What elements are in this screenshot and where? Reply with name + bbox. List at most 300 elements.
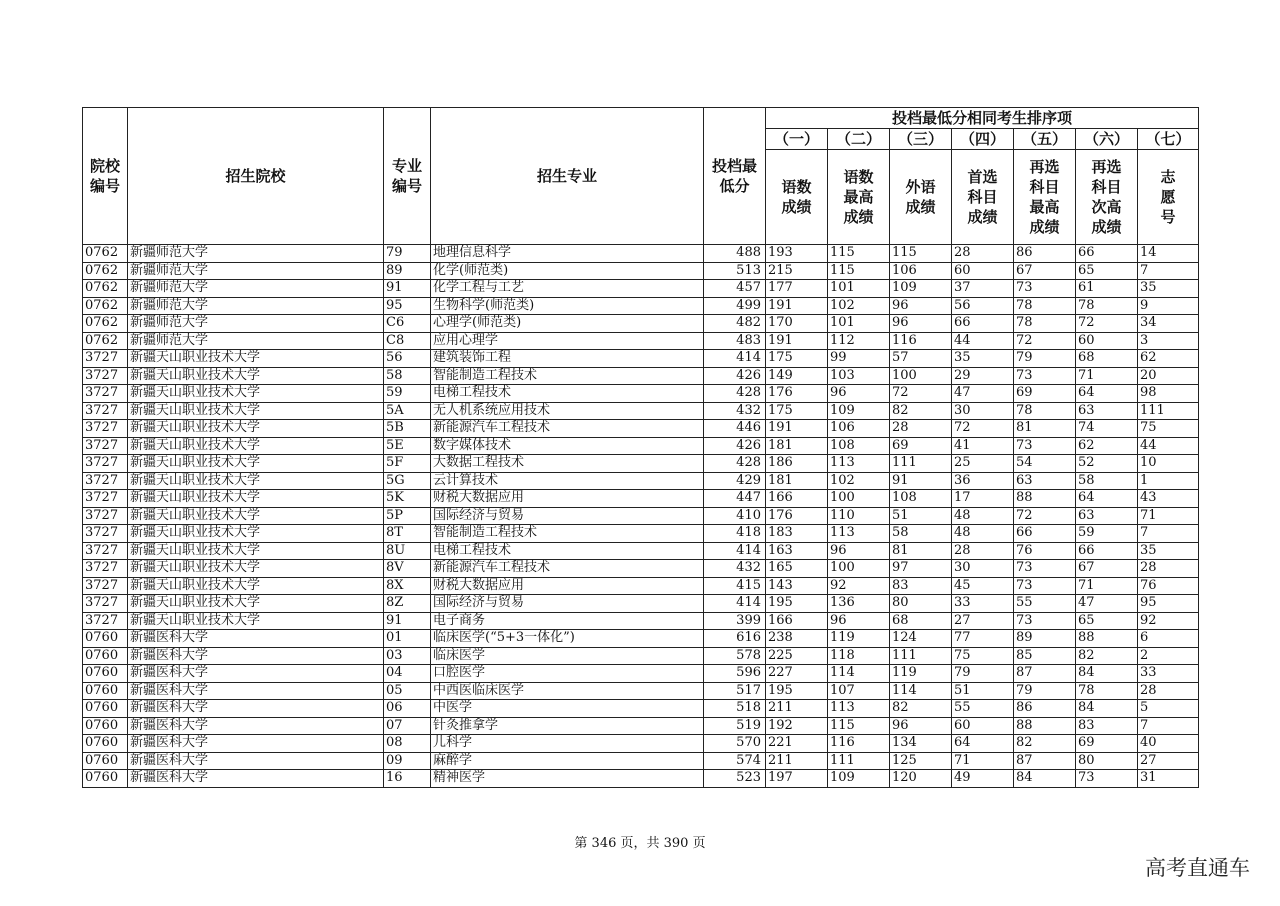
table-cell: 新疆天山职业技术大学 [128,385,384,403]
table-cell: 80 [1076,752,1138,770]
table-cell: 112 [828,332,890,350]
table-cell: 79 [952,665,1014,683]
table-cell: 125 [890,752,952,770]
table-cell: 100 [828,490,890,508]
table-cell: 67 [1014,262,1076,280]
admission-score-table [82,107,1199,788]
table-cell: 60 [952,717,1014,735]
table-cell: 新疆天山职业技术大学 [128,367,384,385]
table-cell: 84 [1014,770,1076,788]
table-cell: 新疆医科大学 [128,735,384,753]
table-cell: 7 [1138,717,1199,735]
watermark-text: 高考直通车 [1145,856,1250,880]
table-cell: 55 [952,700,1014,718]
table-cell: 113 [828,525,890,543]
table-cell: 523 [704,770,766,788]
table-row [83,315,1199,333]
table-row [83,455,1199,473]
header-tie-num-1: （一） [766,129,828,150]
table-cell: 96 [828,385,890,403]
table-cell: 71 [952,752,1014,770]
table-cell: 17 [952,490,1014,508]
table-cell: 0762 [83,280,128,298]
table-cell: 66 [952,315,1014,333]
table-cell: 28 [1138,560,1199,578]
table-cell: 2 [1138,647,1199,665]
table-cell: 0762 [83,245,128,263]
table-cell: 82 [1014,735,1076,753]
table-cell: 3727 [83,560,128,578]
table-cell: 66 [1014,525,1076,543]
table-cell: 426 [704,367,766,385]
table-cell: 113 [828,455,890,473]
table-cell: 176 [766,385,828,403]
table-cell: 72 [890,385,952,403]
table-cell: 578 [704,647,766,665]
header-tie-num-3: （三） [890,129,952,150]
table-cell: 28 [952,245,1014,263]
table-cell: 73 [1014,280,1076,298]
table-cell: 113 [828,700,890,718]
table-cell: C6 [384,315,431,333]
table-cell: 78 [1014,315,1076,333]
table-row [83,297,1199,315]
table-cell: 193 [766,245,828,263]
table-cell: 新疆医科大学 [128,700,384,718]
table-cell: 35 [952,350,1014,368]
header-tie-num-2: （二） [828,129,890,150]
table-cell: 616 [704,630,766,648]
table-cell: 数字媒体技术 [431,437,704,455]
table-cell: 5B [384,420,431,438]
table-cell: 应用心理学 [431,332,704,350]
table-cell: 570 [704,735,766,753]
table-cell: 6 [1138,630,1199,648]
table-cell: 3727 [83,472,128,490]
table-cell: 电子商务 [431,612,704,630]
table-cell: 新疆天山职业技术大学 [128,612,384,630]
table-cell: 新疆医科大学 [128,717,384,735]
table-cell: 106 [828,420,890,438]
table-cell: 01 [384,630,431,648]
table-cell: 8Z [384,595,431,613]
table-cell: 新疆天山职业技术大学 [128,490,384,508]
table-cell: 45 [952,577,1014,595]
table-cell: 地理信息科学 [431,245,704,263]
table-cell: 64 [952,735,1014,753]
table-cell: 60 [952,262,1014,280]
table-cell: 3 [1138,332,1199,350]
table-cell: 149 [766,367,828,385]
table-cell: 78 [1076,682,1138,700]
table-cell: 3727 [83,437,128,455]
table-cell: 3727 [83,612,128,630]
table-cell: 3727 [83,385,128,403]
table-cell: 37 [952,280,1014,298]
table-cell: 102 [828,297,890,315]
table-row [83,472,1199,490]
table-cell: 新疆师范大学 [128,280,384,298]
table-cell: 136 [828,595,890,613]
table-cell: 119 [890,665,952,683]
table-cell: 82 [890,700,952,718]
table-cell: 5 [1138,700,1199,718]
table-cell: 5A [384,402,431,420]
header-tie-title: 投档最低分相同考生排序项 [766,108,1199,129]
table-cell: 124 [890,630,952,648]
table-cell: 36 [952,472,1014,490]
table-cell: 72 [1014,332,1076,350]
table-cell: 0762 [83,315,128,333]
table-row [83,507,1199,525]
table-cell: 0760 [83,717,128,735]
table-cell: 56 [952,297,1014,315]
table-cell: 0760 [83,735,128,753]
table-cell: 519 [704,717,766,735]
table-cell: 119 [828,630,890,648]
table-cell: 3727 [83,367,128,385]
table-cell: 78 [1076,297,1138,315]
table-cell: 79 [384,245,431,263]
table-cell: 麻醉学 [431,752,704,770]
table-cell: 电梯工程技术 [431,542,704,560]
table-cell: 166 [766,490,828,508]
table-cell: 399 [704,612,766,630]
table-cell: 5K [384,490,431,508]
table-cell: 5F [384,455,431,473]
header-school-name: 招生院校 [128,108,384,245]
table-row [83,665,1199,683]
table-cell: 483 [704,332,766,350]
table-cell: 新疆天山职业技术大学 [128,350,384,368]
table-cell: 82 [1076,647,1138,665]
table-cell: 新疆天山职业技术大学 [128,525,384,543]
table-cell: 66 [1076,245,1138,263]
header-tie-label-5: 再选科目最高成绩 [1014,150,1076,245]
table-cell: 71 [1076,577,1138,595]
table-row [83,612,1199,630]
table-cell: 04 [384,665,431,683]
table-cell: 428 [704,385,766,403]
table-cell: 08 [384,735,431,753]
table-row [83,367,1199,385]
table-cell: 新疆天山职业技术大学 [128,455,384,473]
table-cell: 口腔医学 [431,665,704,683]
table-cell: 9 [1138,297,1199,315]
table-cell: 215 [766,262,828,280]
table-cell: 国际经济与贸易 [431,507,704,525]
table-cell: 488 [704,245,766,263]
table-cell: 30 [952,560,1014,578]
table-cell: 3727 [83,490,128,508]
header-major-code: 专业编号 [384,108,431,245]
table-cell: 29 [952,367,1014,385]
table-cell: 225 [766,647,828,665]
table-cell: 78 [1014,402,1076,420]
table-cell: 中医学 [431,700,704,718]
table-cell: 8T [384,525,431,543]
table-cell: 临床医学(“5+3一体化”) [431,630,704,648]
table-cell: 211 [766,752,828,770]
table-cell: 0760 [83,630,128,648]
table-cell: 111 [828,752,890,770]
table-cell: 10 [1138,455,1199,473]
table-header [83,108,1199,245]
table-cell: 71 [1076,367,1138,385]
table-cell: 74 [1076,420,1138,438]
table-cell: 无人机系统应用技术 [431,402,704,420]
table-cell: 72 [952,420,1014,438]
table-cell: 111 [890,455,952,473]
table-row [83,385,1199,403]
table-row [83,630,1199,648]
table-row [83,577,1199,595]
table-cell: 499 [704,297,766,315]
table-cell: 73 [1076,770,1138,788]
table-cell: 428 [704,455,766,473]
header-school-code: 院校编号 [83,108,128,245]
table-cell: 云计算技术 [431,472,704,490]
table-cell: 51 [952,682,1014,700]
table-cell: 418 [704,525,766,543]
table-cell: 175 [766,402,828,420]
table-cell: 86 [1014,245,1076,263]
table-row [83,717,1199,735]
table-cell: 62 [1138,350,1199,368]
table-cell: 34 [1138,315,1199,333]
table-cell: 75 [952,647,1014,665]
table-cell: 100 [890,367,952,385]
table-cell: 432 [704,402,766,420]
table-cell: 33 [1138,665,1199,683]
table-cell: 191 [766,332,828,350]
table-cell: 新疆天山职业技术大学 [128,595,384,613]
table-cell: 新疆师范大学 [128,332,384,350]
table-cell: 电梯工程技术 [431,385,704,403]
table-row [83,595,1199,613]
table-cell: 513 [704,262,766,280]
table-cell: 81 [1014,420,1076,438]
table-cell: 43 [1138,490,1199,508]
table-row [83,350,1199,368]
table-row [83,647,1199,665]
table-cell: 8U [384,542,431,560]
table-cell: 176 [766,507,828,525]
table-cell: 8X [384,577,431,595]
table-cell: 414 [704,595,766,613]
table-cell: 221 [766,735,828,753]
table-cell: 3727 [83,577,128,595]
table-body [83,245,1199,788]
table-cell: 96 [890,297,952,315]
table-cell: 106 [890,262,952,280]
table-cell: 生物科学(师范类) [431,297,704,315]
table-cell: 31 [1138,770,1199,788]
table-cell: 410 [704,507,766,525]
table-cell: 111 [1138,402,1199,420]
table-cell: 77 [952,630,1014,648]
table-cell: 426 [704,437,766,455]
table-cell: 96 [828,542,890,560]
table-cell: 414 [704,542,766,560]
table-cell: 517 [704,682,766,700]
table-cell: 儿科学 [431,735,704,753]
table-cell: 170 [766,315,828,333]
table-cell: 52 [1076,455,1138,473]
header-tie-label-2: 语数最高成绩 [828,150,890,245]
table-cell: 建筑装饰工程 [431,350,704,368]
table-cell: C8 [384,332,431,350]
table-cell: 92 [1138,612,1199,630]
table-row [83,332,1199,350]
table-cell: 197 [766,770,828,788]
table-cell: 44 [1138,437,1199,455]
table-cell: 115 [828,717,890,735]
table-cell: 新疆天山职业技术大学 [128,507,384,525]
table-cell: 115 [890,245,952,263]
table-cell: 175 [766,350,828,368]
table-row [83,542,1199,560]
table-cell: 64 [1076,385,1138,403]
table-cell: 518 [704,700,766,718]
header-tie-label-6: 再选科目次高成绩 [1076,150,1138,245]
table-cell: 109 [828,402,890,420]
table-row [83,437,1199,455]
table-row [83,402,1199,420]
table-cell: 智能制造工程技术 [431,525,704,543]
table-cell: 30 [952,402,1014,420]
table-cell: 60 [1076,332,1138,350]
table-cell: 05 [384,682,431,700]
table-cell: 03 [384,647,431,665]
table-cell: 临床医学 [431,647,704,665]
table-cell: 0760 [83,665,128,683]
table-cell: 63 [1014,472,1076,490]
table-cell: 06 [384,700,431,718]
table-cell: 92 [828,577,890,595]
table-cell: 新能源汽车工程技术 [431,420,704,438]
table-cell: 56 [384,350,431,368]
table-cell: 166 [766,612,828,630]
table-cell: 47 [1076,595,1138,613]
table-cell: 186 [766,455,828,473]
table-cell: 72 [1014,507,1076,525]
table-cell: 86 [1014,700,1076,718]
table-cell: 83 [890,577,952,595]
table-cell: 新疆师范大学 [128,262,384,280]
table-cell: 79 [1014,350,1076,368]
table-cell: 108 [890,490,952,508]
table-cell: 大数据工程技术 [431,455,704,473]
table-cell: 41 [952,437,1014,455]
table-cell: 457 [704,280,766,298]
table-cell: 96 [890,315,952,333]
table-cell: 97 [890,560,952,578]
table-cell: 111 [890,647,952,665]
table-cell: 0760 [83,647,128,665]
table-cell: 财税大数据应用 [431,577,704,595]
table-cell: 47 [952,385,1014,403]
table-cell: 65 [1076,262,1138,280]
table-cell: 183 [766,525,828,543]
table-cell: 88 [1076,630,1138,648]
table-cell: 68 [1076,350,1138,368]
table-cell: 84 [1076,700,1138,718]
table-cell: 66 [1076,542,1138,560]
table-cell: 143 [766,577,828,595]
table-cell: 446 [704,420,766,438]
table-cell: 101 [828,280,890,298]
table-cell: 0762 [83,332,128,350]
table-cell: 100 [828,560,890,578]
table-cell: 83 [1076,717,1138,735]
table-cell: 95 [384,297,431,315]
table-cell: 58 [1076,472,1138,490]
table-cell: 新疆天山职业技术大学 [128,542,384,560]
table-cell: 3727 [83,542,128,560]
header-tie-label-1: 语数成绩 [766,150,828,245]
table-cell: 25 [952,455,1014,473]
table-cell: 新疆医科大学 [128,682,384,700]
table-cell: 0762 [83,297,128,315]
table-cell: 88 [1014,490,1076,508]
table-row [83,700,1199,718]
table-cell: 59 [1076,525,1138,543]
table-cell: 20 [1138,367,1199,385]
table-cell: 40 [1138,735,1199,753]
table-cell: 69 [1076,735,1138,753]
table-cell: 3727 [83,595,128,613]
table-cell: 新疆师范大学 [128,245,384,263]
header-tie-num-4: （四） [952,129,1014,150]
table-cell: 81 [890,542,952,560]
table-cell: 27 [952,612,1014,630]
table-cell: 5P [384,507,431,525]
table-cell: 87 [1014,665,1076,683]
table-cell: 82 [890,402,952,420]
table-cell: 新疆天山职业技术大学 [128,437,384,455]
table-cell: 181 [766,437,828,455]
table-cell: 415 [704,577,766,595]
table-cell: 3727 [83,350,128,368]
header-tie-label-3: 外语成绩 [890,150,952,245]
table-cell: 财税大数据应用 [431,490,704,508]
table-cell: 新疆医科大学 [128,647,384,665]
table-cell: 75 [1138,420,1199,438]
table-cell: 192 [766,717,828,735]
table-row [83,560,1199,578]
table-row [83,280,1199,298]
header-min-score: 投档最低分 [704,108,766,245]
table-cell: 108 [828,437,890,455]
header-tie-num-7: （七） [1138,129,1199,150]
table-row [83,420,1199,438]
table-cell: 0760 [83,770,128,788]
table-cell: 57 [890,350,952,368]
table-row [83,770,1199,788]
table-cell: 73 [1014,560,1076,578]
header-tie-label-4: 首选科目成绩 [952,150,1014,245]
table-cell: 73 [1014,577,1076,595]
table-cell: 新疆医科大学 [128,770,384,788]
table-cell: 191 [766,420,828,438]
table-cell: 28 [890,420,952,438]
table-cell: 238 [766,630,828,648]
table-row [83,752,1199,770]
table-cell: 新疆医科大学 [128,665,384,683]
table-cell: 89 [1014,630,1076,648]
table-cell: 5E [384,437,431,455]
